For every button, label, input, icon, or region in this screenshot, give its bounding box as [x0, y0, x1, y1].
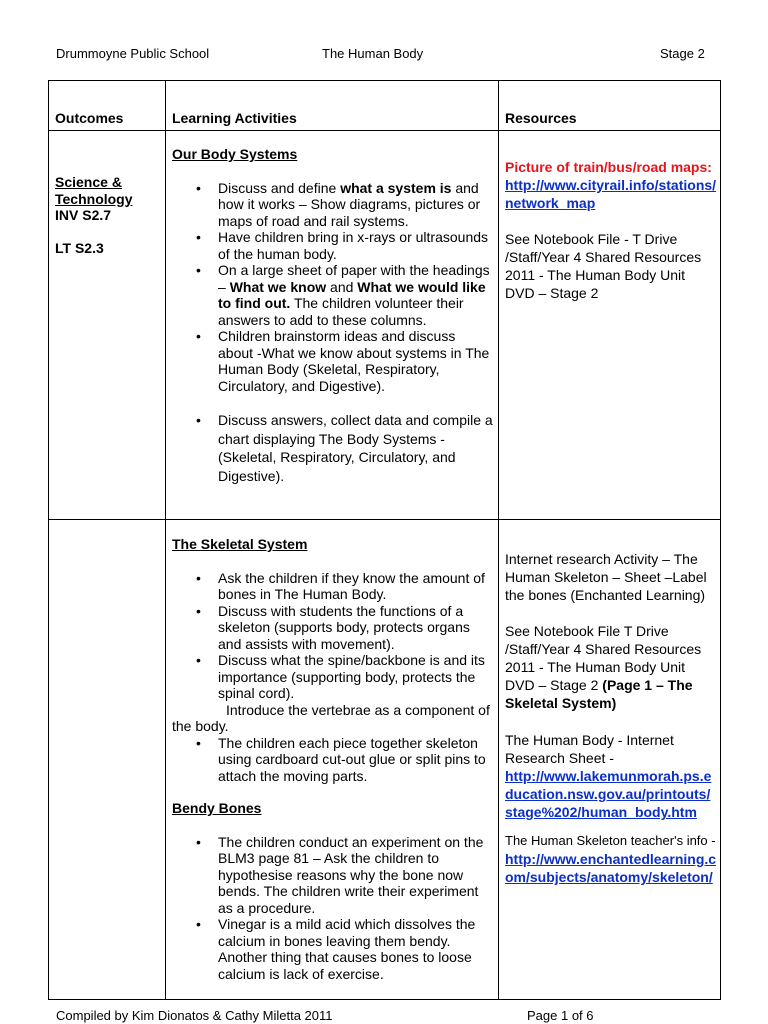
header-school: Drummoyne Public School: [56, 46, 210, 61]
list-item: • Vinegar is a mild acid which dissolves the calcium in bones leaving them bendy. Another thing that causes bones to loose calcium is lack of exercise.: [172, 916, 494, 982]
heading-our-body-systems: Our Body Systems: [172, 146, 298, 162]
outcome-subject-line2: Technology: [55, 190, 133, 207]
list-item: • Ask the children if they know the amount of bones in The Human Body.: [172, 570, 494, 603]
list-item: • Children brainstorm ideas and discuss about -What we know about systems in The Human Body (Skeletal, Respiratory, Circulatory, and Digestive).: [172, 328, 494, 394]
activities-skeletal-system: [172, 536, 494, 982]
heading-bendy-bones: Bendy Bones: [172, 800, 262, 816]
resource-teacher-info: The Human Skeleton teacher's info -: [505, 833, 716, 848]
list-item: • The children conduct an experiment on the BLM3 page 81 – Ask the children to hypothesise reasons why the bone now bends. The children write their experiment as a procedure.: [172, 834, 494, 917]
list-item: • The children each piece together skeleton using cardboard cut-out glue or split pins to attach the moving parts.: [172, 735, 494, 785]
column-header-resources: Resources: [505, 110, 577, 126]
header-title: The Human Body: [322, 46, 424, 61]
lakemunmorah-link[interactable]: http://www.lakemunmorah.ps.education.nsw.gov.au/printouts/stage%202/human_body.htm: [505, 768, 712, 820]
enchantedlearning-link[interactable]: http://www.enchantedlearning.com/subjects/anatomy/skeleton/: [505, 851, 717, 885]
column-header-activities: Learning Activities: [172, 110, 297, 126]
activities-body-systems: [172, 146, 494, 485]
resources-skeletal-system: [505, 550, 717, 886]
outcomes-cell: [55, 174, 160, 256]
footer-compiled: Compiled by Kim Dionatos & Cathy Miletta 2011: [56, 1008, 333, 1023]
heading-skeletal-system: The Skeletal System: [172, 536, 308, 552]
resource-notebook-file: See Notebook File - T Drive /Staff/Year 4 Shared Resources 2011 - The Human Body Unit DVD – Stage 2: [505, 231, 702, 301]
list-item: • Discuss with students the functions of a skeleton (supports body, protects organs and assists with movement).: [172, 603, 494, 653]
vertebrae-text: Introduce the vertebrae as a component of the body.: [172, 701, 490, 734]
column-header-outcomes: Outcomes: [55, 110, 124, 126]
resource-notebook-skeletal: See Notebook File T Drive /Staff/Year 4 Shared Resources 2011 - The Human Body Unit DVD – Stage 2 (Page 1 – The Skeletal System): [505, 623, 702, 711]
list-item: • On a large sheet of paper with the headings – What we know and What we would like to find out. The children volunteer their answers to add to these columns.: [172, 262, 494, 328]
resource-research-sheet: The Human Body - Internet Research Sheet -: [505, 732, 674, 766]
footer-page: Page 1 of 6: [527, 1008, 594, 1023]
resources-body-systems: [505, 158, 717, 302]
outcome-subject-line1: Science &: [55, 174, 122, 190]
header-stage: Stage 2: [660, 46, 705, 61]
list-item: • Discuss answers, collect data and compile a chart displaying The Body Systems - (Skeletal, Respiratory, Circulatory, and Digestive).: [172, 411, 494, 485]
resource-maps-label: Picture of train/bus/road maps:: [505, 159, 712, 175]
cityrail-link[interactable]: http://www.cityrail.info/stations/network_map: [505, 177, 717, 211]
list-item: • Discuss and define what a system is and how it works – Show diagrams, pictures or maps of road and rail systems.: [172, 180, 494, 230]
resource-research-activity: Internet research Activity – The Human Skeleton – Sheet –Label the bones (Enchanted Learning): [505, 551, 707, 603]
list-item: • Discuss what the spine/backbone is and its importance (supporting body, protects the spinal cord).: [172, 652, 494, 702]
outcome-code-inv: INV S2.7: [55, 207, 112, 223]
list-item: • Have children bring in x-rays or ultrasounds of the human body.: [172, 229, 494, 262]
outcome-code-lt: LT S2.3: [55, 239, 104, 256]
